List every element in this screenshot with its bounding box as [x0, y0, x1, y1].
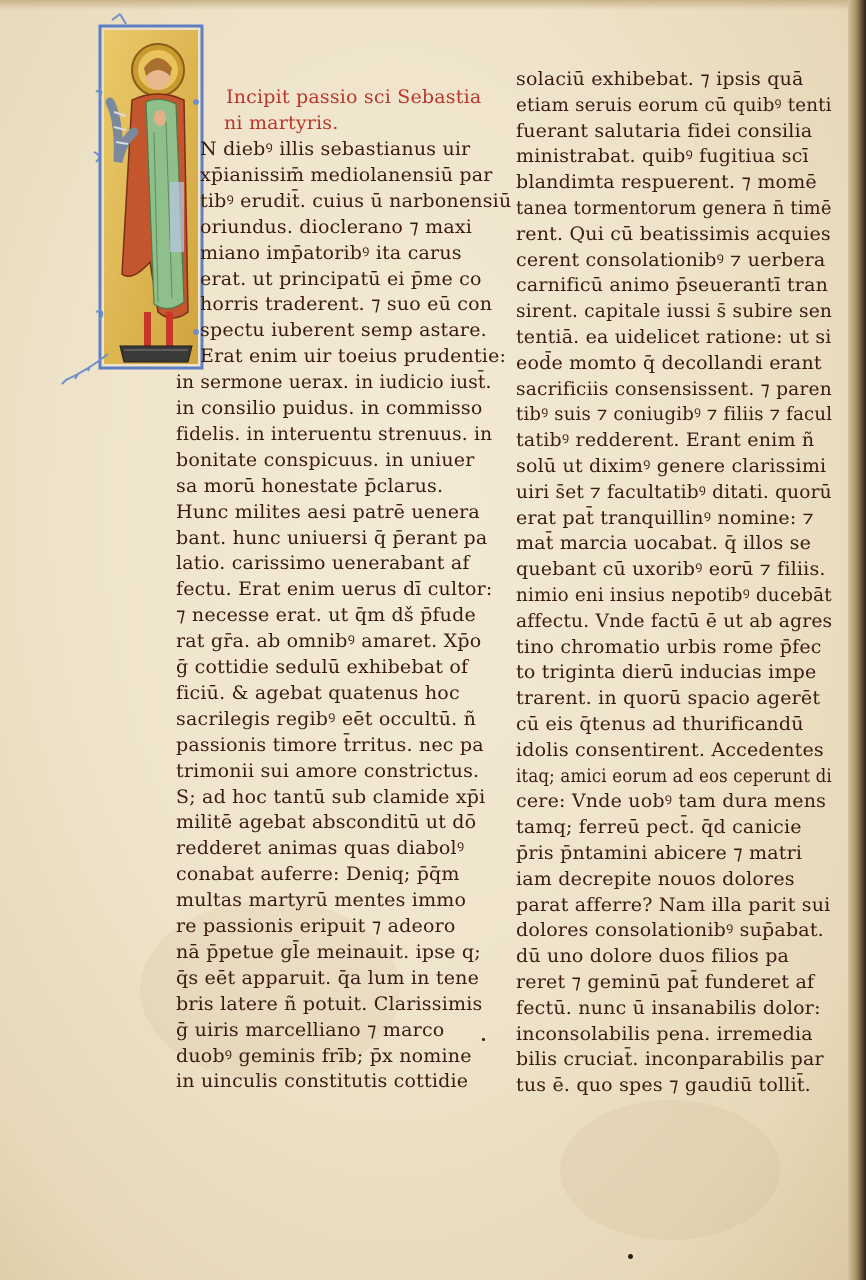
left-column-line: N diebꝰ illis sebastianus uir	[200, 138, 471, 160]
left-column-line: rat gr̄a. ab omnibꝰ amaret. Xp̄o	[176, 630, 482, 653]
right-column-line: itaq; amici eorum ad eos ceperunt di	[516, 764, 832, 787]
right-column-line: dolores consolationibꝰ sup̄abat.	[516, 919, 824, 942]
right-column-line: cerent consolationibꝰ ⁊ uerbera	[516, 248, 826, 271]
right-column-line: tentiā. ea uidelicet ratione: ut si	[516, 326, 832, 348]
ink-dot	[628, 1254, 633, 1259]
left-column-line: in uinculis constitutis cottidie	[176, 1070, 469, 1093]
left-column-line: erat. ut principatū ei p̄me co	[200, 267, 482, 290]
historiated-initial-miniature	[92, 12, 204, 384]
left-column-line: sacrilegis regibꝰ eēt occultū. ñ	[176, 707, 477, 730]
left-column-line: in sermone uerax. in iudicio iust̄.	[176, 371, 492, 394]
right-column-line: idolis consentirent. Accedentes	[516, 738, 824, 761]
left-column-line: q̄s eēt apparuit. q̄a lum in tene	[176, 966, 480, 989]
right-column-line: sacrificiis consensissent. ⁊ paren	[516, 377, 832, 400]
right-column-line: solaciū exhibebat. ⁊ ipsis quā	[516, 68, 804, 90]
right-column-line: p̄ris p̄ntamini abicere ⁊ matri	[516, 842, 803, 864]
left-column-line: ḡ uiris marcelliano ⁊ marco	[176, 1018, 445, 1041]
initial-flourish	[58, 350, 118, 390]
left-column-line: passionis timore t̄rritus. nec pa	[176, 733, 484, 756]
right-column-line: iam decrepite nouos dolores	[516, 867, 795, 890]
right-column-line: solū ut diximꝰ genere clarissimi	[516, 455, 827, 477]
right-column-line: tatibꝰ redderent. Erant enim ñ	[516, 429, 815, 452]
left-column-line: Erat enim uir toeius prudentie:	[200, 345, 507, 368]
left-column-line: redderet animas quas diabolꝰ	[176, 837, 465, 860]
right-column-line: mat̄ marcia uocabat. q̄ illos se	[516, 532, 812, 555]
right-column-line: uiri s̄et ⁊ facultatibꝰ ditati. quorū	[516, 480, 832, 503]
right-column-line: tanea tormentorum genera n̄ timē	[516, 197, 832, 219]
right-column-line: sirent. capitale iussi s̄ subire sen	[516, 300, 833, 323]
left-column-line: ficiū. & agebat quatenus hoc	[176, 681, 460, 704]
right-column-line: cū eis q̄tenus ad thurificandū	[516, 713, 804, 735]
right-column-line: trarent. in quorū spacio agerēt	[516, 687, 821, 710]
right-column-line: ministrabat. quibꝰ fugitiua scī	[516, 145, 809, 168]
page-binding-edge	[848, 0, 866, 1280]
left-column-line: re passionis eripuit ⁊ adeoro	[176, 915, 456, 937]
left-column-line: bant. hunc uniuersi q̄ p̄erant pa	[176, 526, 488, 549]
rubric-title-line-2: ni martyris.	[224, 112, 339, 134]
left-column-line: tibꝰ erudit̄. cuius ū narbonensiū	[200, 189, 512, 212]
left-column-line: bonitate conspicuus. in uniuer	[176, 448, 475, 471]
right-column-line: affectu. Vnde factū ē ut ab agres	[516, 609, 833, 632]
right-column-line: tamq; ferreū pect̄. q̄d canicie	[516, 816, 802, 839]
left-column-line: S; ad hoc tantū sub clamide xp̄i	[176, 785, 486, 808]
right-column-line: inconsolabilis pena. irremedia	[516, 1022, 813, 1045]
right-column-line: blandimta respuerent. ⁊ momē	[516, 171, 817, 194]
right-column-line: tino chromatio urbis rome p̄fec	[516, 635, 822, 658]
right-column-line: tus ē. quo spes ⁊ gaudiū tollit̄.	[516, 1074, 811, 1097]
right-column-line: fectū. nunc ū insanabilis dolor:	[516, 996, 821, 1019]
left-column-line: oriundus. dioclerano ⁊ maxi	[200, 215, 473, 238]
left-column-line: spectu iuberent semp astare.	[200, 319, 487, 342]
right-column-line: nimio eni insius nepotibꝰ ducebāt	[516, 584, 832, 606]
left-column-line: fidelis. in interuentu strenuus. in	[176, 422, 493, 445]
left-column-line: xp̄ianissim̄ mediolanensiū par	[200, 163, 493, 186]
right-column-line: fuerant salutaria fidei consilia	[516, 119, 813, 142]
left-column-line: nā p̄petue gl̄e meinauit. ipse q;	[176, 940, 481, 963]
page-top-edge	[0, 0, 866, 10]
left-column-line: ḡ cottidie sedulū exhibebat of	[176, 656, 469, 678]
ink-dot	[482, 1038, 485, 1041]
left-column-line: bris latere ñ potuit. Clarissimis	[176, 992, 483, 1015]
right-column-line: to triginta dierū inducias impe	[516, 661, 817, 684]
right-column-line: erat pat̄ tranquillinꝰ nomine: ⁊	[516, 506, 814, 529]
left-column-line: horris traderent. ⁊ suo eū con	[200, 293, 493, 316]
parchment-stain	[560, 1100, 780, 1240]
right-column-line: eod̄e momto q̄ decollandi erant	[516, 351, 822, 374]
left-column-line: trimonii sui amore constrictus.	[176, 759, 480, 782]
left-column-line: Hunc milites aesi patrē uenera	[176, 500, 480, 523]
right-column-line: etiam seruis eorum cū quibꝰ tenti	[516, 93, 832, 116]
left-column-line: latio. carissimo uenerabant af	[176, 552, 470, 575]
right-column-line: cere: Vnde uobꝰ tam dura mens	[516, 790, 827, 813]
right-column-line: tibꝰ suis ⁊ coniugibꝰ ⁊ filiis ⁊ facul	[516, 403, 833, 426]
left-column-line: sa morū honestate p̄clarus.	[176, 474, 444, 497]
right-column-line: quebant cū uxoribꝰ eorū ⁊ filiis.	[516, 558, 826, 581]
left-column-line: militē agebat absconditū ut dō	[176, 811, 477, 834]
left-column-line: ⁊ necesse erat. ut q̄m dš p̄fude	[176, 604, 476, 627]
rubric-title-line-1: Incipit passio sci Sebastia	[226, 86, 482, 108]
right-column-line: bilis cruciat̄. inconparabilis par	[516, 1048, 824, 1071]
left-column-line: in consilio puidus. in commisso	[176, 397, 483, 419]
right-column-line: carnificū animo p̄seuerantī tran	[516, 274, 829, 297]
left-column-line: fectu. Erat enim uerus dī cultor:	[176, 578, 493, 601]
left-column-line: multas martyrū mentes immo	[176, 889, 467, 912]
right-column-line: reret ⁊ geminū pat̄ funderet af	[516, 971, 815, 993]
left-column-line: miano imp̄atoribꝰ ita carus	[200, 241, 462, 264]
right-column-line: dū uno dolore duos filios pa	[516, 945, 790, 968]
left-column-line: duobꝰ geminis frīb; p̄x nomine	[176, 1044, 472, 1067]
left-column-line: conabat auferre: Deniq; p̄q̄m	[176, 863, 460, 886]
right-column-line: parat afferre? Nam illa parit sui	[516, 893, 831, 916]
right-column-line: rent. Qui cū beatissimis acquies	[516, 222, 831, 245]
